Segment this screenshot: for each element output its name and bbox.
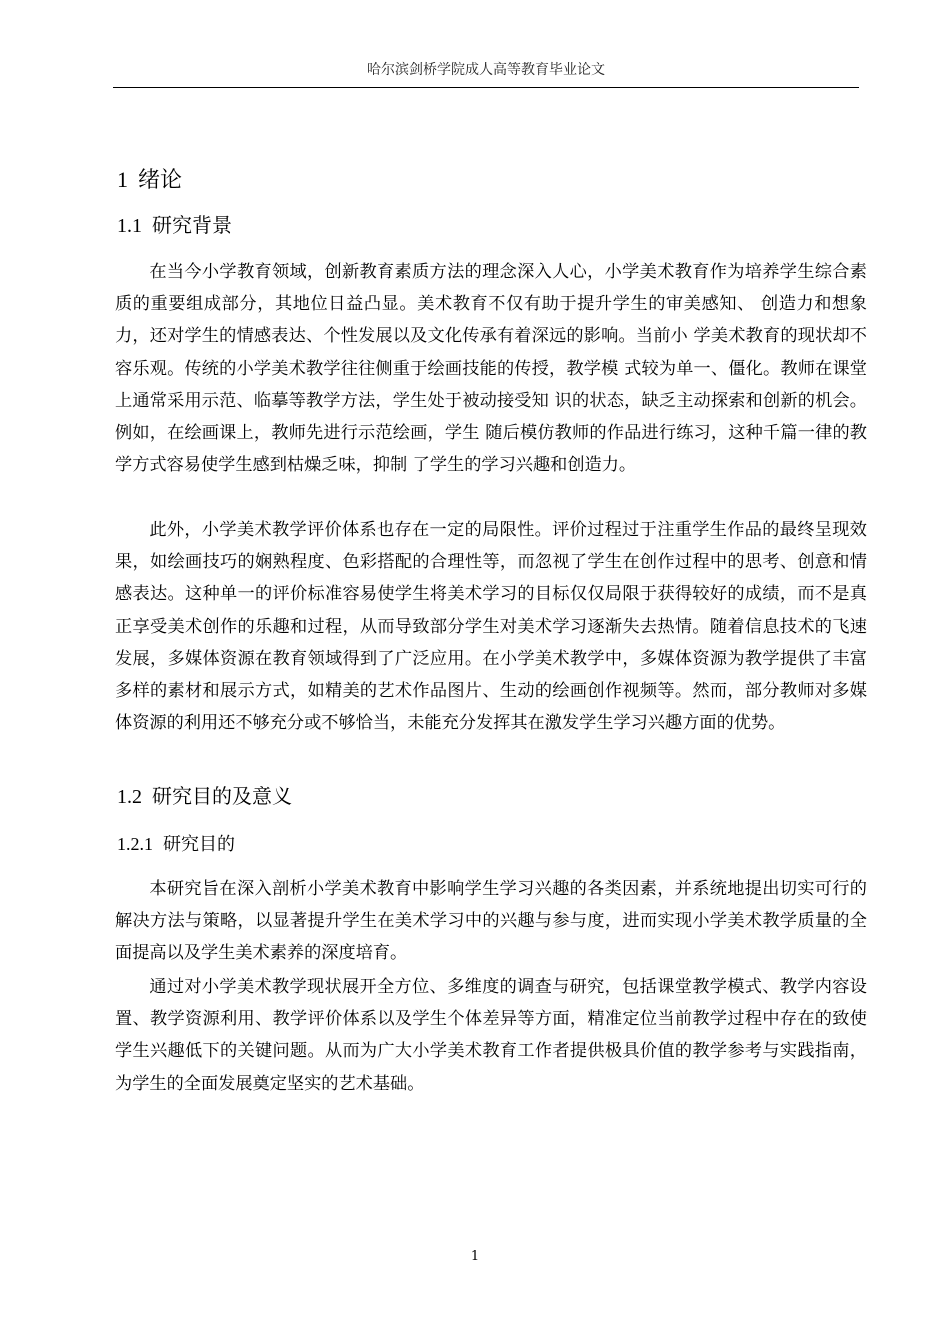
subsection-heading-purpose (117, 831, 235, 858)
chapter-heading (117, 165, 182, 196)
section-number: 1.1 (117, 215, 142, 237)
running-header: 哈尔滨剑桥学院成人高等教育毕业论文 (367, 62, 605, 78)
header-divider (113, 87, 859, 88)
subsection-number: 1.2.1 (117, 834, 153, 854)
paragraph-background-2: 此外，小学美术教学评价体系也存在一定的局限性。评价过程过于注重学生作品的最终呈现效果，如绘画技巧的娴熟程度、色彩搭配的合理性等，而忽视了学生在创作过程中的思考、创意和情感表达。这种单一的评价标准容易使学生将美术学习的目标仅仅局限于获得较好的成绩，而不是真正享受美术创作的乐趣和过程，从而导致部分学生对美术学习逐渐失去热情。随着信息技术的飞速发展，多媒体资源在教育领域得到了广泛应用。在小学美术教学中，多媒体资源为教学提供了丰富多样的素材和展示方式，如精美的艺术作品图片、生动的绘画创作视频等。然而，部分教师对多媒体资源的利用还不够充分或不够恰当，未能充分发挥其在激发学生学习兴趣方面的优势。 (115, 520, 867, 734)
chapter-number: 1 (117, 167, 128, 192)
paragraph-background-1: 在当今小学教育领域，创新教育素质方法的理念深入人心，小学美术教育作为培养学生综合素质的重要组成部分，其地位日益凸显。美术教育不仅有助于提升学生的审美感知、 创造力和想象力，还对学生的情感表达、个性发展以及文化传承有着深远的影响。当前小 学美术教育的现状却不容乐观。传统的小学美术教学往往侧重于绘画技能的传授，教学模 式较为单一、僵化。教师在课堂上通常采用示范、临摹等教学方法，学生处于被动接受知 识的状态，缺乏主动探索和创新的机会。例如，在绘画课上，教师先进行示范绘画，学生 随后模仿教师的作品进行练习，这种千篇一律的教学方式容易使学生感到枯燥乏味，抑制 了学生的学习兴趣和创造力。 (115, 262, 867, 476)
section-heading-background (117, 211, 232, 240)
paragraph-purpose-2: 通过对小学美术教学现状展开全方位、多维度的调查与研究，包括课堂教学模式、教学内容设置、教学资源利用、教学评价体系以及学生个体差异等方面，精准定位当前教学过程中存在的致使学生兴趣低下的关键问题。从而为广大小学美术教育工作者提供极具价值的教学参考与实践指南，为学生的全面发展奠定坚实的艺术基础。 (115, 977, 867, 1094)
page-number: 1 (470, 1249, 480, 1264)
section-number: 1.2 (117, 786, 142, 808)
section-title: 研究目的及意义 (152, 784, 292, 808)
subsection-title: 研究目的 (163, 834, 235, 855)
section-title: 研究背景 (152, 213, 232, 237)
section-heading-purpose-significance (117, 782, 292, 811)
paragraph-purpose-1: 本研究旨在深入剖析小学美术教育中影响学生学习兴趣的各类因素，并系统地提出切实可行的解决方法与策略，以显著提升学生在美术学习中的兴趣与参与度，进而实现小学美术教学质量的全面提高以及学生美术素养的深度培育。 (115, 879, 867, 964)
chapter-title: 绪论 (138, 168, 183, 193)
